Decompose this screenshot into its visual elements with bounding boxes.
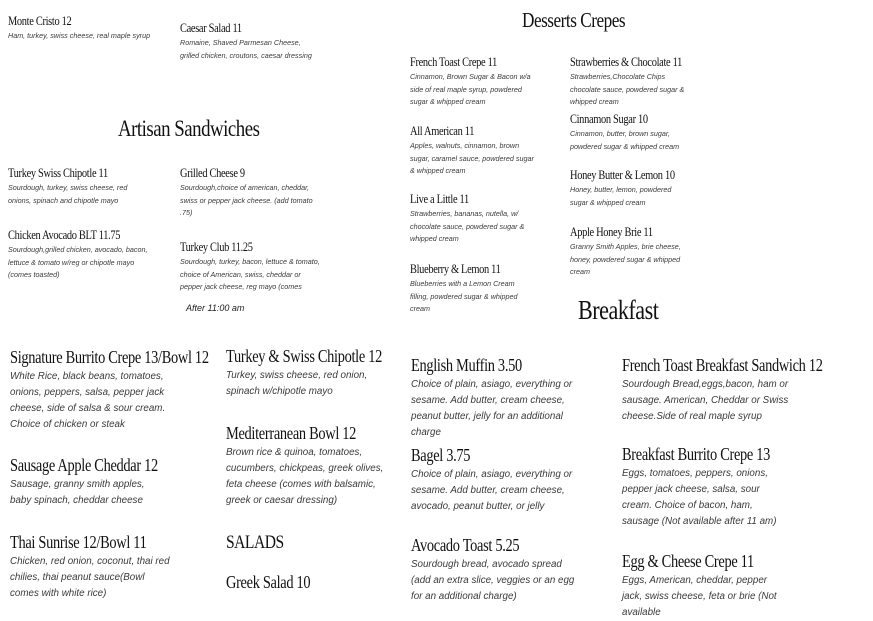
- menu-item-title: Thai Sunrise 12/Bowl 11: [10, 532, 147, 552]
- menu-item: [8, 13, 158, 43]
- menu-item-description: Cinnamon, butter, brown sugar, powdered sugar & whipped cream: [570, 129, 680, 151]
- menu-item-description: Sourdough,choice of american, cheddar, swiss or pepper jack cheese. (add tomato .75): [180, 183, 313, 217]
- menu-item: [180, 165, 315, 220]
- menu-item: [226, 423, 391, 509]
- menu-item-title: Avocado Toast 5.25: [411, 535, 520, 555]
- menu-item-title: French Toast Breakfast Sandwich 12: [622, 355, 823, 375]
- menu-item-title: Turkey & Swiss Chipotle 12: [226, 346, 382, 366]
- menu-item: [570, 167, 701, 209]
- menu-item-title: Breakfast Burrito Crepe 13: [622, 444, 771, 464]
- menu-item-description: Ham, turkey, swiss cheese, real maple syrup: [8, 31, 151, 40]
- menu-item-description: Choice of plain, asiago, everything or sesame. Add butter, cream cheese, peanut butter, jelly for an additional charge: [411, 379, 573, 438]
- heading-salads: SALADS: [226, 532, 284, 553]
- menu-item: [410, 191, 525, 246]
- menu-item-title: Cinnamon Sugar 10: [570, 111, 648, 126]
- menu-item-description: Eggs, American, cheddar, pepper jack, swiss cheese, feta or brie (Not available: [622, 575, 777, 618]
- menu-item-title: French Toast Crepe 11: [410, 54, 497, 69]
- menu-item-description: Sourdough, turkey, bacon, lettuce & tomato, choice of American, swiss, cheddar or pepper jack cheese, reg mayo (comes: [180, 257, 320, 291]
- menu-item-description: Eggs, tomatoes, peppers, onions, pepper jack cheese, salsa, sour cream. Choice of bacon, ham, sausage (Not available after 11 am): [622, 468, 777, 527]
- menu-item-title: Strawberries & Chocolate 11: [570, 54, 682, 69]
- menu-item-title: English Muffin 3.50: [411, 355, 522, 375]
- heading-desserts-crepes: Desserts Crepes: [522, 8, 626, 32]
- menu-item-description: Cinnamon, Brown Sugar & Bacon w/a side of real maple syrup, powdered sugar & whipped cream: [410, 72, 531, 106]
- menu-item-description: Sourdough, turkey, swiss cheese, red onions, spinach and chipotle mayo: [8, 183, 128, 205]
- menu-item: [180, 20, 320, 62]
- menu-item: [622, 355, 873, 425]
- menu-item-title: Caesar Salad 11: [180, 20, 242, 35]
- menu-item-description: Sourdough Bread,eggs,bacon, ham or sausage. American, Cheddar or Swiss cheese.Side of real maple syrup: [622, 379, 789, 422]
- menu-item: [622, 444, 807, 530]
- menu-item-description: Choice of plain, asiago, everything or sesame. Add butter, cream cheese, avocado, peanut butter, or jelly: [411, 469, 573, 512]
- menu-item: [411, 535, 576, 605]
- menu-item: [10, 455, 195, 509]
- menu-item-title: Signature Burrito Crepe 13/Bowl 12: [10, 347, 209, 367]
- menu-item-title: Monte Cristo 12: [8, 13, 72, 28]
- menu-item-description: Honey, butter, lemon, powdered sugar & whipped cream: [570, 185, 672, 207]
- menu-item: [622, 551, 787, 621]
- menu-item-description: Apples, walnuts, cinnamon, brown sugar, caramel sauce, powdered sugar & whipped cream: [410, 141, 534, 175]
- menu-item-description: White Rice, black beans, tomatoes, onions, peppers, salsa, pepper jack cheese, side of salsa & sour cream. Choice of chicken or steak: [10, 371, 166, 430]
- menu-item-title: Turkey Swiss Chipotle 11: [8, 165, 108, 180]
- menu-item: [226, 346, 421, 400]
- availability-note: After 11:00 am: [186, 303, 245, 313]
- menu-item: [8, 227, 148, 282]
- menu-item: [411, 445, 576, 515]
- menu-item-description: Granny Smith Apples, brie cheese, honey, powdered sugar & whipped cream: [570, 242, 681, 276]
- menu-item: [570, 54, 710, 109]
- menu-item: [570, 111, 690, 153]
- menu-item-description: Romaine, Shaved Parmesan Cheese, grilled chicken, croutons, caesar dressing: [180, 38, 312, 60]
- menu-item: [10, 532, 181, 602]
- menu-item-title: Greek Salad 10: [226, 572, 311, 592]
- menu-item-title: Sausage Apple Cheddar 12: [10, 455, 158, 475]
- menu-item: [226, 572, 391, 594]
- menu-item-title: Blueberry & Lemon 11: [410, 261, 501, 276]
- menu-item-description: Brown rice & quinoa, tomatoes, cucumbers, chickpeas, greek olives, feta cheese (comes with balsamic, greek or caesar dressing): [226, 447, 384, 506]
- menu-item-title: All American 11: [410, 123, 475, 138]
- menu-item-title: Egg & Cheese Crepe 11: [622, 551, 754, 571]
- menu-item: [570, 224, 690, 279]
- menu-item-description: Sausage, granny smith apples, baby spinach, cheddar cheese: [10, 479, 145, 506]
- heading-breakfast: Breakfast: [578, 295, 659, 325]
- menu-item-description: Sourdough bread, avocado spread (add an extra slice, veggies or an egg for an additional charge): [411, 559, 575, 602]
- menu-item-title: Turkey Club 11.25: [180, 239, 253, 254]
- menu-item-description: Chicken, red onion, coconut, thai red chilies, thai peanut sauce(Bowl comes with white rice): [10, 556, 170, 599]
- menu-item: [410, 123, 535, 178]
- menu-item-description: Turkey, swiss cheese, red onion, spinach w/chipotle mayo: [226, 370, 368, 397]
- menu-item-description: Strawberries, bananas, nutella, w/ chocolate sauce, powdered sugar & whipped cream: [410, 209, 525, 243]
- menu-item: [410, 261, 535, 316]
- heading-artisan-sandwiches: Artisan Sandwiches: [118, 116, 260, 141]
- menu-item: [8, 165, 133, 207]
- menu-item: [410, 54, 535, 109]
- menu-item-title: Live a Little 11: [410, 191, 469, 206]
- menu-item-title: Chicken Avocado BLT 11.75: [8, 227, 121, 242]
- menu-item: [180, 239, 320, 294]
- menu-item-description: Strawberries,Chocolate Chips chocolate sauce, powdered sugar & whipped cream: [570, 72, 685, 106]
- menu-item-description: Sourdough,grilled chicken, avocado, bacon, lettuce & tomato w/reg or chipotle mayo (comes toasted): [8, 245, 148, 279]
- menu-item-description: Blueberries with a Lemon Cream filling, powdered sugar & whipped cream: [410, 279, 518, 313]
- menu-item-title: Apple Honey Brie 11: [570, 224, 653, 239]
- menu-item: [10, 347, 258, 433]
- menu-item-title: Mediterranean Bowl 12: [226, 423, 357, 443]
- menu-item-title: Grilled Cheese 9: [180, 165, 245, 180]
- menu-item-title: Bagel 3.75: [411, 445, 471, 465]
- menu-item-title: Honey Butter & Lemon 10: [570, 167, 675, 182]
- menu-item: [411, 355, 581, 441]
